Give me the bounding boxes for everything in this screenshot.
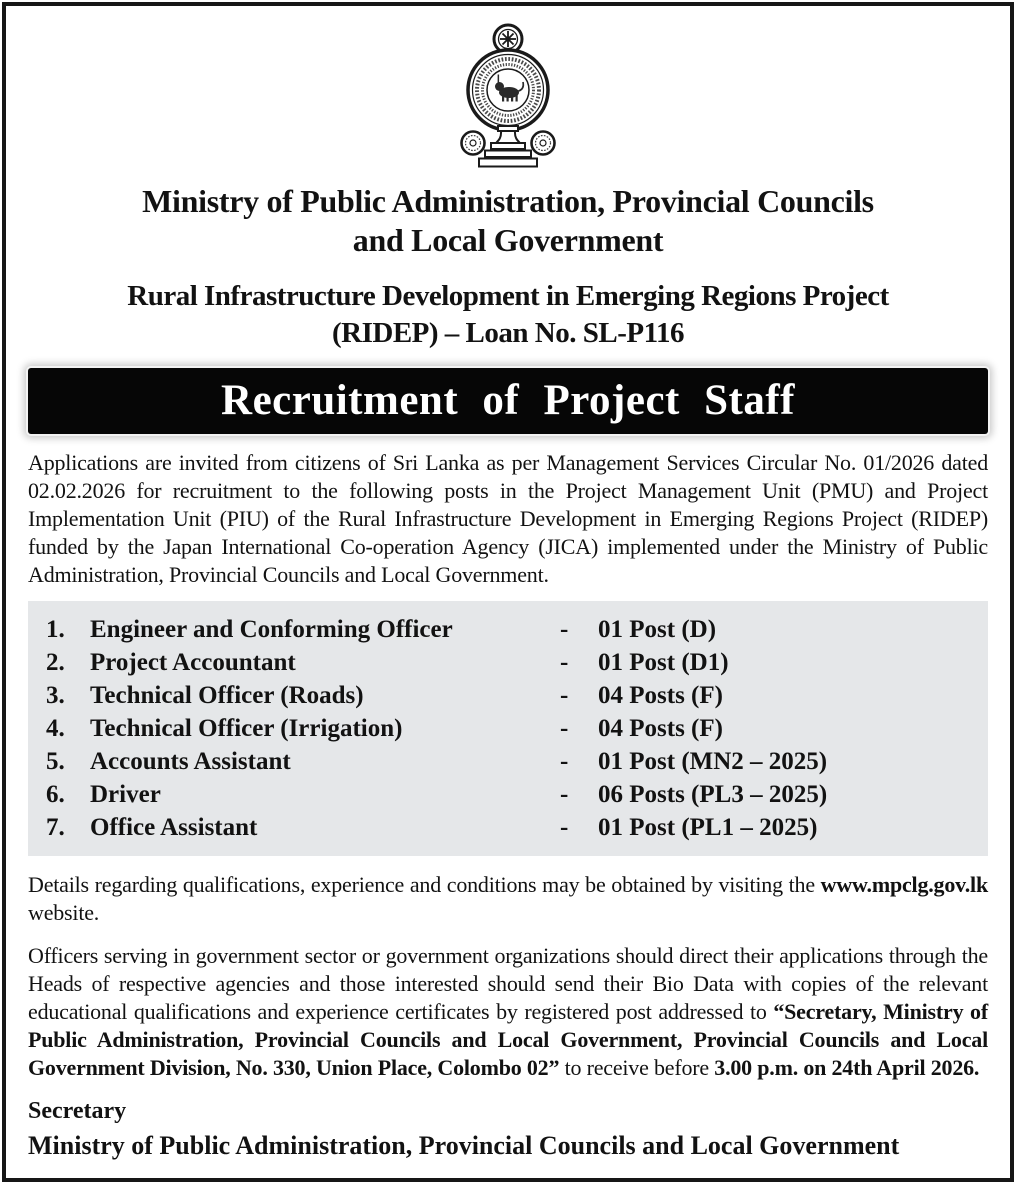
post-dash: - <box>560 814 569 841</box>
post-row <box>46 646 976 679</box>
post-count: 01 Post (D1) <box>598 649 729 676</box>
post-dash: - <box>560 649 569 676</box>
post-count: 04 Posts (F) <box>598 715 723 742</box>
intro-paragraph: Applications are invited from citizens of Sri Lanka as per Management Services Circular No. 01/2026 dated 02.02.2026 for recruitment to the following posts in the Project Management Unit (PMU) and Project Implementation Unit (PIU) of the Rural Infrastructure Development in Emerging Regions Project (RIDEP) funded by the Japan International Co-operation Agency (JICA) implemented under the Ministry of Public Administration, Provincial Councils and Local Government. <box>28 450 988 587</box>
postal-address-text: “Secretary, Ministry of Public Administration, Provincial Councils and Local Government, Provincial Councils and Local Government Division, No. 330, Union Place, Colombo 02” <box>28 999 988 1080</box>
details-text-after: website. <box>28 900 100 925</box>
application-paragraph <box>28 942 988 1082</box>
post-number: 3. <box>46 682 65 709</box>
post-dash: - <box>560 715 569 742</box>
sri-lanka-national-emblem-icon <box>458 22 558 172</box>
post-number: 5. <box>46 748 65 775</box>
post-dash: - <box>560 781 569 808</box>
post-count: 01 Post (PL1 – 2025) <box>598 814 818 841</box>
pedestal-icon <box>479 126 537 167</box>
deadline-text: 3.00 p.m. on 24th April 2026. <box>714 1055 980 1080</box>
post-row <box>46 679 976 712</box>
website-text: www.mpclg.gov.lk <box>820 872 988 897</box>
notice-border-frame <box>2 2 1014 1182</box>
recruitment-banner <box>28 368 988 434</box>
post-count: 01 Post (D) <box>598 616 717 643</box>
post-number: 7. <box>46 814 65 841</box>
moon-medallion-icon <box>532 132 555 155</box>
post-dash: - <box>560 616 569 643</box>
post-title: Driver <box>90 781 161 808</box>
recruitment-banner-title: Recruitment of Project Staff <box>221 377 795 424</box>
post-title: Accounts Assistant <box>90 748 291 775</box>
post-title: Engineer and Conforming Officer <box>90 616 453 643</box>
post-title: Project Accountant <box>90 649 296 676</box>
post-row <box>46 778 976 811</box>
ministry-title-line2: and Local Government <box>352 222 664 258</box>
details-paragraph <box>28 871 988 927</box>
post-count: 01 Post (MN2 – 2025) <box>598 748 828 775</box>
post-title: Technical Officer (Irrigation) <box>90 715 403 742</box>
post-number: 6. <box>46 781 65 808</box>
post-count: 04 Posts (F) <box>598 682 723 709</box>
post-dash: - <box>560 682 569 709</box>
post-row <box>46 712 976 745</box>
project-title-line1: Rural Infrastructure Development in Emerging Regions Project <box>127 280 889 312</box>
post-count: 06 Posts (PL3 – 2025) <box>598 781 828 808</box>
post-row <box>46 613 976 646</box>
project-title <box>28 278 988 352</box>
post-title: Technical Officer (Roads) <box>90 682 364 709</box>
post-number: 1. <box>46 616 65 643</box>
signature-organization: Ministry of Public Administration, Provincial Councils and Local Government <box>28 1131 900 1160</box>
post-row <box>46 811 976 844</box>
ministry-title-line1: Ministry of Public Administration, Provincial Councils <box>142 183 874 219</box>
signature-title: Secretary <box>28 1098 127 1124</box>
details-text-before: Details regarding qualifications, experience and conditions may be obtained by visiting the <box>28 872 821 897</box>
post-dash: - <box>560 748 569 775</box>
post-number: 4. <box>46 715 65 742</box>
post-number: 2. <box>46 649 65 676</box>
post-title: Office Assistant <box>90 814 258 841</box>
application-text-part2: to receive before <box>559 1055 715 1080</box>
project-title-line2: (RIDEP) – Loan No. SL-P116 <box>332 317 684 349</box>
post-row <box>46 745 976 778</box>
posts-panel <box>28 601 988 856</box>
notice-content <box>6 22 1010 1162</box>
emblem-container <box>28 22 988 172</box>
application-text-part1: Officers serving in government sector or government organizations should direct their applications through the Heads of respective agencies and those interested should send their Bio Data with copies of the relevant educational qualifications and experience certificates by registered post addressed to <box>28 943 988 1024</box>
ministry-title <box>28 182 988 260</box>
sun-medallion-icon <box>462 132 485 155</box>
